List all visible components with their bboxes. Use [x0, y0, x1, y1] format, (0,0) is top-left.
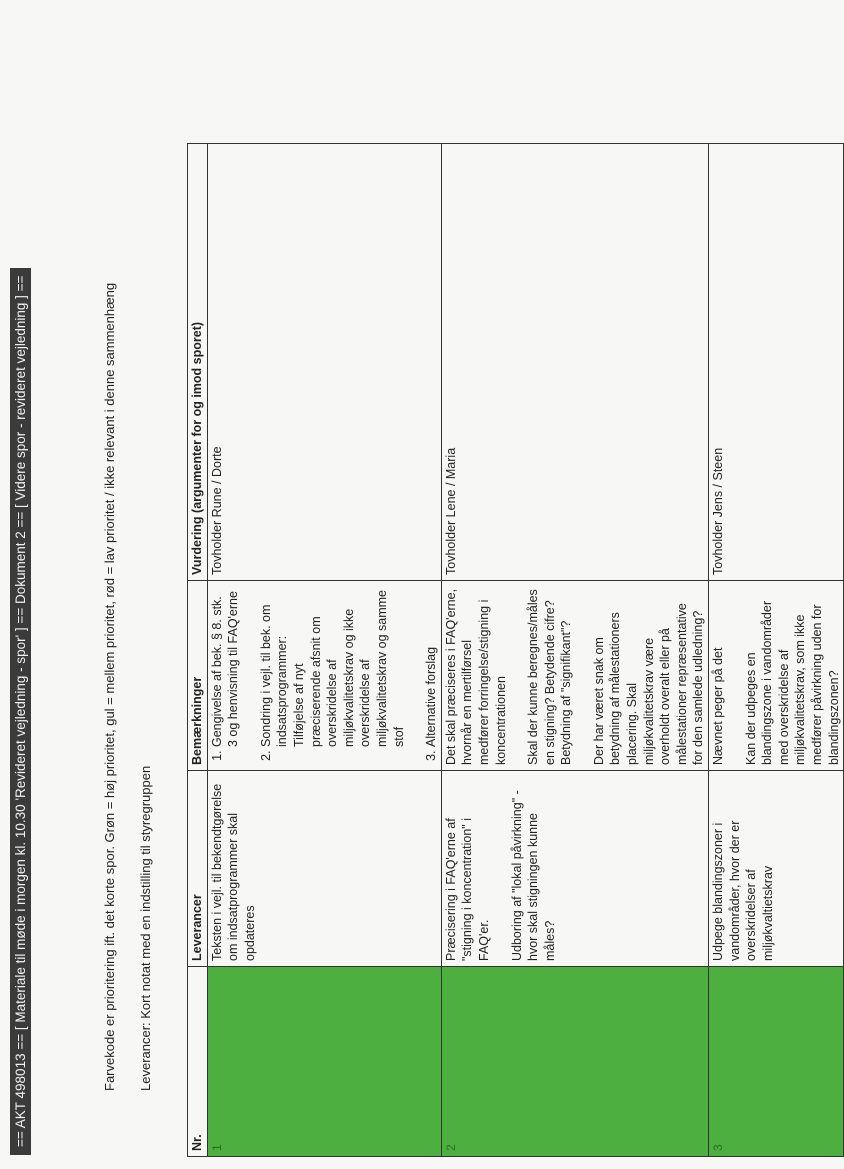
leverancer-cell: [207, 771, 441, 967]
header-nr: Nr.: [188, 967, 208, 1157]
bemaerkninger-list: [209, 586, 440, 765]
header-bemaerkninger: Bemærkninger: [188, 581, 208, 771]
leverancer-cell: [709, 771, 844, 967]
document-header-banner: == AKT 498013 == [ Materiale til møde i morgen kl. 10.30 'Revideret vejledning - spor' ] == Dokument 2 == [ Videre spor - revideret vejledning ] ==: [10, 268, 31, 1155]
leverancer-note: Leverancer: Kort notat med en indstilling til styregruppen: [138, 765, 153, 1091]
bemaerkning-text: Nævnet peger på det: [711, 647, 726, 765]
bemaerkninger-cell: [207, 581, 441, 771]
header-vurdering: Vurdering (argumenter for og imod sporet): [188, 144, 208, 581]
bemaerkning-item: 1. Gengivelse af bek. § 8. stk. 3 og henvisning til FAQ'erne: [209, 586, 242, 747]
priority-table: [187, 143, 844, 1157]
row-number-cell: 3: [709, 967, 844, 1157]
bemaerkninger-cell: [709, 581, 844, 771]
header-row: [188, 144, 208, 1157]
bemaerkninger-cell: [441, 581, 708, 771]
row-number-cell: 2: [441, 967, 708, 1157]
vurdering-cell: Tovholder Lene / Maria: [441, 144, 708, 581]
table-row: [441, 144, 708, 1157]
leverance-text: Præcisering i FAQ'erne af "stigning i koncentration" i FAQ'er.: [443, 818, 491, 961]
row-number-cell: 1: [207, 967, 441, 1157]
table-row: [709, 144, 844, 1157]
vurdering-cell: Tovholder Jens / Steen: [709, 144, 844, 581]
bemaerkning-text: Kan der udpeges en blandingszone i vandområder med overskridelse af miljøkvalitetskrav, som ikke medfører påvirkning uden for blandingszonen?: [743, 601, 841, 765]
bemaerkning-item: 2. Sondring i vejl. til bek. om indsatsprogrammer: Tilføjelse af nyt præciserende afsnit om overskridelse af miljøkvalitetskrav og ikke overskridelse af miljøkvalitetskrav og samme stof: [258, 586, 407, 747]
leverancer-cell: [441, 771, 708, 967]
leverance-text: Teksten i vejl. til bekendtgørelse om indsatprogrammer skal opdateres: [209, 783, 257, 961]
vurdering-cell: Tovholder Rune / Dorte: [207, 144, 441, 581]
table-rotator: [187, 144, 841, 1157]
table-row: [207, 144, 441, 1157]
bemaerkning-text: Der har været snak om betydning af målestationers placering. Skal miljøkvalitetskrav være overholdt overalt eller på målestationer repræsentative for den samlede udledning?: [591, 603, 706, 765]
bemaerkning-text: Det skal præciseres i FAQ'erne, hvornår en mertilførsel medfører forringelse/stigning i koncentrationen: [443, 588, 508, 765]
leverance-text: Udpege blandingszoner i vandområder, hvor der er overskridelser af miljøkvaltietskrav: [711, 820, 775, 961]
header-leverancer: Leverancer: [188, 771, 208, 967]
bemaerkning-item: 3. Alternative forslag: [423, 586, 440, 747]
leverance-text: Udboring af "lokal påvirkning" - hvor skal stigningen kunne måles?: [509, 790, 557, 961]
bemaerkning-text: Skal der kunne beregnes/måles en stigning? Betydende cifre? Betydning af "signifikant"?: [526, 589, 574, 765]
color-code-intro: Farvekode er prioritering ift. det korte spor. Grøn = høj prioritet, gul = mellem prioritet, rød = lav prioritet / ikke relevant i denne sammenhæng: [102, 282, 117, 1091]
